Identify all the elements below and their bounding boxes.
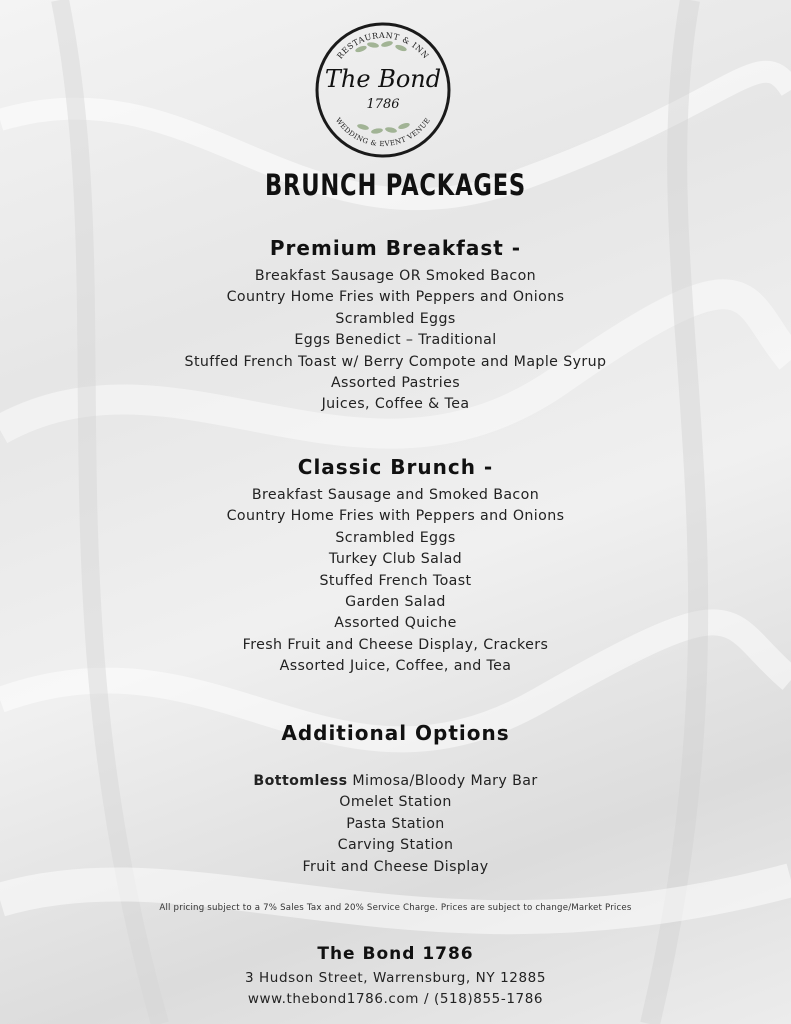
classic-heading: Classic Brunch - (297, 455, 494, 479)
list-item: Carving Station (337, 837, 454, 854)
logo-bottom-text: WEDDING & EVENT VENUE (333, 116, 433, 149)
list-item: Assorted Pastries (330, 375, 461, 392)
logo-top-text: RESTAURANT & INN (335, 30, 431, 61)
list-item (0, 771, 791, 792)
bottomless-label: Bottomless (253, 773, 348, 789)
list-item: Fresh Fruit and Cheese Display, Crackers (242, 636, 549, 653)
logo-year: 1786 (366, 97, 400, 112)
list-item: Omelet Station (339, 794, 452, 811)
list-item: Eggs Benedict – Traditional (294, 332, 497, 349)
list-item: Turkey Club Salad (328, 551, 463, 568)
brand-logo (303, 19, 463, 161)
list-item: Garden Salad (345, 594, 446, 611)
venue-contact: www.thebond1786.com / (518)855-1786 (247, 991, 544, 1007)
classic-list (0, 485, 791, 678)
list-item: Country Home Fries with Peppers and Onions (226, 508, 565, 525)
list-item: Stuffed French Toast (319, 572, 472, 589)
list-item: Stuffed French Toast w/ Berry Compote and Maple Syrup (184, 353, 607, 370)
list-item: Assorted Quiche (334, 615, 457, 632)
list-item: Fruit and Cheese Display (302, 858, 489, 875)
venue-name: The Bond 1786 (317, 944, 474, 964)
mimosa-bar-label: Mimosa/Bloody Mary Bar (347, 773, 538, 789)
list-item: Country Home Fries with Peppers and Onions (226, 289, 565, 306)
list-item: Assorted Juice, Coffee, and Tea (279, 658, 512, 675)
list-item: Juices, Coffee & Tea (321, 396, 470, 413)
list-item: Pasta Station (346, 815, 445, 832)
premium-heading: Premium Breakfast - (269, 236, 522, 260)
venue-address: 3 Hudson Street, Warrensburg, NY 12885 (244, 970, 547, 986)
page-title: BRUNCH PACKAGES (264, 168, 527, 202)
list-item: Breakfast Sausage OR Smoked Bacon (254, 268, 537, 284)
list-item: Scrambled Eggs (335, 529, 456, 546)
premium-list (0, 266, 791, 416)
logo-script-name: The Bond (324, 65, 442, 93)
pricing-note: All pricing subject to a 7% Sales Tax and 20% Service Charge. Prices are subject to change/Market Prices (159, 903, 632, 913)
list-item: Scrambled Eggs (335, 310, 456, 327)
additional-heading: Additional Options (281, 721, 510, 745)
additional-list (0, 771, 791, 878)
list-item: Breakfast Sausage and Smoked Bacon (251, 487, 540, 503)
svg-text:WEDDING & EVENT VENUE (334, 116, 432, 148)
